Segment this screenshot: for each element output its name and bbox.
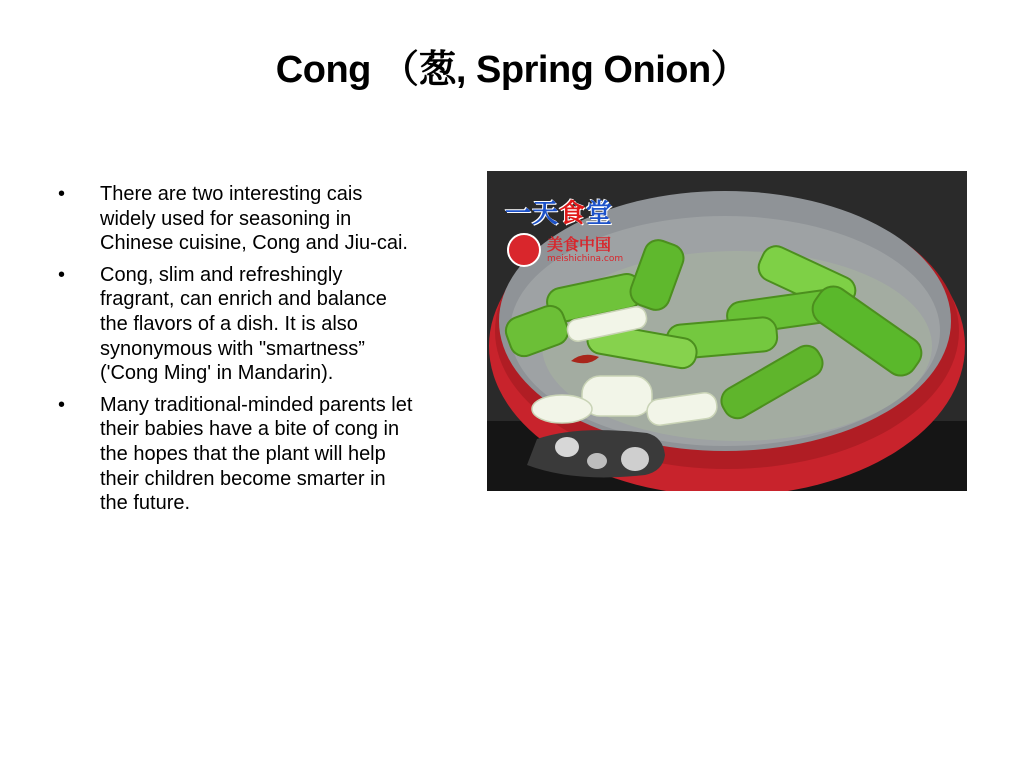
spring-onion-pan-photo [487, 171, 967, 491]
bullet-dot: • [58, 183, 66, 205]
bullet-item [58, 182, 418, 256]
watermark-logo [507, 233, 623, 267]
bullet-dot: • [58, 263, 66, 286]
slide-title: Cong （葱, Spring Onion） [275, 49, 749, 91]
watermark-title-part2: 食 [559, 199, 587, 229]
bullet-text: Cong, slim and refreshingly fragrant, can enrich and balance the flavors of a dish. It is also synonymous with "smartness” ('Cong Ming' in Mandarin). [100, 263, 387, 385]
watermark-title-part1: 一天 [505, 199, 560, 229]
bullet-text: Many traditional-minded parents let their babies have a bite of cong in the hopes that the plant will help their children become smarter in the future. [100, 393, 413, 515]
watermark-logo-text: 美食中国 [547, 235, 612, 254]
watermark-url: meishichina.com [547, 254, 624, 264]
watermark-names [547, 236, 623, 264]
bullet-list [58, 182, 418, 523]
watermark-title-part3: 堂 [586, 199, 614, 229]
bullet-item [58, 393, 418, 516]
bullet-dot: • [58, 393, 66, 416]
watermark-title [505, 193, 613, 230]
bullet-item [58, 263, 418, 386]
seal-icon [507, 233, 541, 267]
bullet-text: There are two interesting cais widely used for seasoning in Chinese cuisine, Cong and Jiu-cai. [100, 183, 408, 255]
